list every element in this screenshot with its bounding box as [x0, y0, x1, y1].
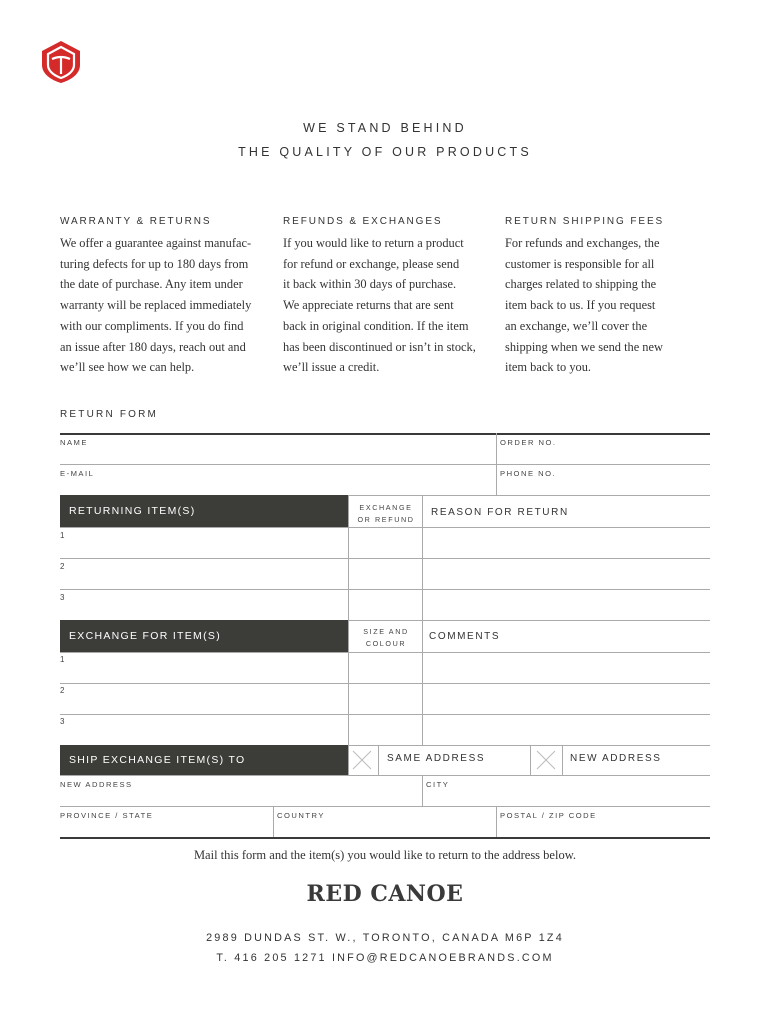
returning-row-number: 2	[60, 562, 65, 571]
warranty-title: WARRANTY & RETURNS	[60, 216, 212, 227]
company-name: RED CANOE	[306, 881, 464, 907]
new-address-label: NEW ADDRESS	[570, 753, 662, 764]
company-address: 2989 DUNDAS ST. W., TORONTO, CANADA M6P 1Z4	[206, 932, 564, 944]
returning-row-number: 3	[60, 593, 65, 602]
phone-no-field[interactable]	[497, 464, 710, 495]
name-label: NAME	[60, 438, 88, 447]
province-state-field[interactable]	[60, 806, 273, 837]
province-state-label: PROVINCE / STATE	[60, 811, 154, 820]
refunds-title: REFUNDS & EXCHANGES	[283, 216, 443, 227]
exchange-or-refund-header: EXCHANGE OR REFUND	[357, 503, 415, 524]
country-label: COUNTRY	[277, 811, 325, 820]
mail-instructions: Mail this form and the item(s) you would like to return to the address below.	[193, 848, 577, 862]
headline-line-1: WE STAND BEHIND	[303, 121, 467, 135]
shipping-fees-title: RETURN SHIPPING FEES	[505, 216, 665, 227]
city-label: CITY	[426, 780, 450, 789]
return-form	[60, 433, 710, 838]
reason-for-return-header: REASON FOR RETURN	[431, 507, 569, 518]
returning-items-header: RETURNING ITEM(S)	[60, 495, 348, 527]
size-and-colour-header: SIZE AND COLOUR	[363, 627, 409, 648]
refunds-text: If you would like to return a product for refund or exchange, please send it back within 30 days of purchase. We appreciate returns that are sent back in original condition. If the item has been discontinued or isn’t in stock, we’ll issue a credit.	[283, 236, 476, 375]
email-field[interactable]	[60, 464, 496, 495]
name-field[interactable]	[60, 433, 496, 464]
returning-row-number: 1	[60, 531, 65, 540]
city-field[interactable]	[423, 775, 710, 806]
order-no-field[interactable]	[497, 433, 710, 464]
same-address-checkbox[interactable]	[350, 748, 374, 772]
exchange-row-number: 1	[60, 655, 65, 664]
exchange-row-number: 3	[60, 717, 65, 726]
red-canoe-shield-icon	[40, 40, 82, 84]
exchange-row-number: 2	[60, 686, 65, 695]
new-address-field[interactable]	[60, 775, 422, 806]
exchange-items-header: EXCHANGE FOR ITEM(S)	[60, 620, 348, 652]
headline-line-2: THE QUALITY OF OUR PRODUCTS	[238, 145, 532, 159]
return-form-title: RETURN FORM	[60, 409, 159, 420]
new-address-field-label: NEW ADDRESS	[60, 780, 133, 789]
shipping-fees-text: For refunds and exchanges, the customer is responsible for all charges related to shipping the item back to us. If you request an exchange, we’ll cover the shipping when we send the new item back to you.	[505, 236, 663, 375]
country-field[interactable]	[274, 806, 496, 837]
company-contact: T. 416 205 1271 INFO@REDCANOEBRANDS.COM	[216, 952, 554, 964]
postal-zip-field[interactable]	[497, 806, 710, 837]
same-address-label: SAME ADDRESS	[387, 753, 486, 764]
warranty-text: We offer a guarantee against manufac- turing defects for up to 180 days from the date of purchase. Any item under warranty will be replaced immediately with our compliments. If you do find an issue after 180 days, reach out and we’ll see how we can help.	[60, 236, 252, 375]
phone-no-label: PHONE NO.	[500, 469, 557, 478]
postal-zip-label: POSTAL / ZIP CODE	[500, 811, 597, 820]
email-label: E-MAIL	[60, 469, 95, 478]
order-no-label: ORDER NO.	[500, 438, 557, 447]
comments-header: COMMENTS	[429, 631, 501, 642]
new-address-checkbox[interactable]	[534, 748, 558, 772]
ship-exchange-header: SHIP EXCHANGE ITEM(S) TO	[60, 745, 348, 775]
